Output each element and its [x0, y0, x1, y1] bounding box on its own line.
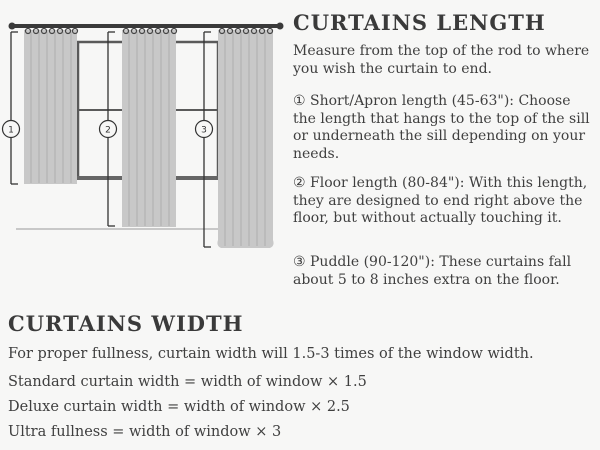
- svg-text:3: 3: [201, 125, 207, 136]
- length-intro-text: Measure from the top of the rod to where you wish the curtain to end.: [293, 43, 590, 77]
- badge-3: [196, 121, 213, 138]
- width-intro-text: For proper fullness, curtain width will 1.5-3 times of the window width.: [8, 346, 534, 362]
- standard-width-formula: Standard curtain width = width of window × 1.5: [8, 374, 367, 390]
- curtains-length-heading: CURTAINS LENGTH: [293, 10, 546, 35]
- deluxe-width-formula: Deluxe curtain width = width of window × 2.5: [8, 399, 350, 415]
- badge-1: [3, 121, 20, 138]
- curtain-rod: [9, 23, 284, 30]
- curtain-short: [24, 29, 78, 185]
- curtain-puddle: [217, 29, 273, 249]
- svg-text:2: 2: [105, 125, 111, 136]
- short-length-description: ① Short/Apron length (45-63"): Choose the length that hangs to the top of the sill or underneath the sill depending on your needs.: [293, 93, 590, 162]
- bracket-short: [11, 32, 18, 184]
- bracket-puddle: [204, 32, 211, 247]
- svg-text:1: 1: [8, 125, 14, 136]
- ultra-fullness-formula: Ultra fullness = width of window × 3: [8, 424, 282, 440]
- curtains-width-heading: CURTAINS WIDTH: [8, 311, 244, 336]
- floor-length-description: ② Floor length (80-84"): With this length, they are designed to end right above the floor, but without actually touching it.: [293, 175, 588, 226]
- puddle-length-description: ③ Puddle (90-120"): These curtains fall about 5 to 8 inches extra on the floor.: [293, 254, 572, 288]
- badge-2: [100, 121, 117, 138]
- curtain-floor: [122, 29, 177, 228]
- curtain-length-illustration: [0, 0, 285, 262]
